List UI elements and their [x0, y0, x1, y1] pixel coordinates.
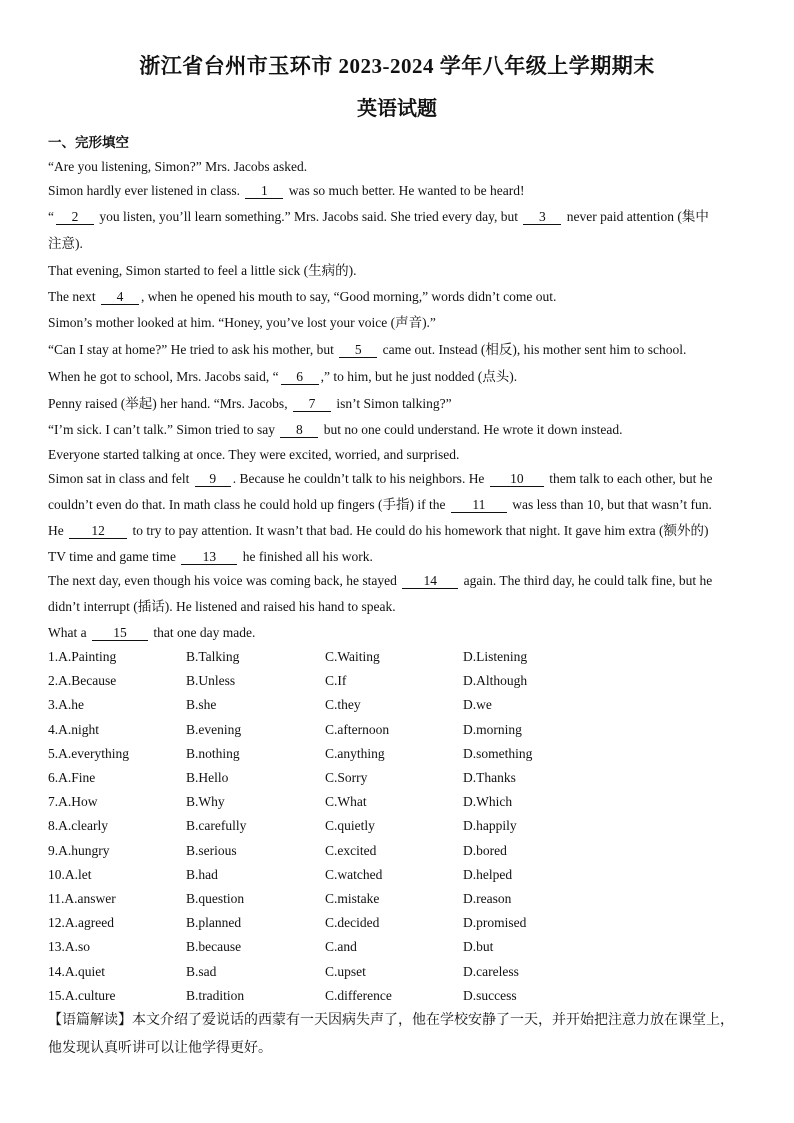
- option-8-A: 8.A.clearly: [48, 818, 108, 834]
- passage-line: Simon hardly ever listened in class. 1 was so much better. He wanted to be heard!: [48, 183, 525, 198]
- option-14-B: B.sad: [186, 963, 217, 979]
- passage-line: couldn’t even do that. In math class he could hold up fingers (手指) if the 11 was less than 10, but that wasn’t fun.: [48, 497, 712, 512]
- option-11-A: 11.A.answer: [48, 891, 116, 906]
- option-3-D: D.we: [463, 697, 492, 713]
- option-1-A: 1.A.Painting: [48, 649, 117, 664]
- option-2-D: D.Although: [463, 673, 528, 689]
- option-9-C: C.excited: [325, 842, 377, 858]
- option-10-C: C.watched: [325, 866, 383, 882]
- passage-line: TV time and game time 13 he finished all his work.: [48, 549, 373, 564]
- passage-line: Everyone started talking at once. They were excited, worried, and surprised.: [48, 447, 460, 462]
- option-12-D: D.promised: [463, 915, 527, 931]
- option-11-D: D.reason: [463, 891, 512, 906]
- option-12-C: C.decided: [325, 915, 380, 931]
- blank-4: 4: [101, 289, 139, 305]
- option-7-A: 7.A.How: [48, 794, 98, 810]
- option-6-A: 6.A.Fine: [48, 770, 96, 785]
- blank-6: 6: [281, 369, 319, 385]
- blank-15: 15: [92, 625, 148, 641]
- blank-2: 2: [56, 209, 94, 225]
- option-12-A: 12.A.agreed: [48, 915, 114, 931]
- blank-14: 14: [402, 573, 458, 589]
- passage-line: The next day, even though his voice was coming back, he stayed 14 again. The third day, he could talk fine, but he: [48, 573, 713, 588]
- option-10-A: 10.A.let: [48, 866, 92, 882]
- option-13-A: 13.A.so: [48, 939, 91, 955]
- option-7-C: C.What: [325, 794, 367, 810]
- option-9-D: D.bored: [463, 842, 507, 858]
- passage-line: What a 15 that one day made.: [48, 625, 256, 640]
- option-11-B: B.question: [186, 891, 245, 906]
- option-1-C: C.Waiting: [325, 649, 380, 664]
- option-8-D: D.happily: [463, 818, 517, 834]
- passage-line: The next 4 , when he opened his mouth to say, “Good morning,” words didn’t come out.: [48, 289, 557, 304]
- option-13-C: C.and: [325, 939, 357, 955]
- passage-analysis: 【语篇解读】本文介绍了爱说话的西蒙有一天因病失声了，他在学校安静了一天，并开始把注意力放在课堂上，: [48, 1013, 734, 1028]
- blank-12: 12: [69, 523, 127, 539]
- option-1-D: D.Listening: [463, 649, 528, 664]
- option-13-B: B.because: [186, 939, 242, 955]
- option-6-C: C.Sorry: [325, 770, 368, 785]
- passage-line: When he got to school, Mrs. Jacobs said, “ 6 ,” to him, but he just nodded (点头).: [48, 369, 518, 384]
- passage-line: He 12 to try to pay attention. It wasn’t that bad. He could do his homework that night. It gave him extra (额外的): [48, 523, 709, 538]
- blank-7: 7: [293, 396, 331, 412]
- option-15-A: 15.A.culture: [48, 987, 116, 1003]
- exam-title: 浙江省台州市玉环市 2023-2024 学年八年级上学期期末: [139, 54, 655, 78]
- passage-line: “I’m sick. I can’t talk.” Simon tried to say 8 but no one could understand. He wrote it down instead.: [48, 422, 623, 437]
- option-2-B: B.Unless: [186, 673, 236, 689]
- option-6-B: B.Hello: [186, 770, 229, 785]
- option-5-A: 5.A.everything: [48, 745, 129, 761]
- option-8-C: C.quietly: [325, 818, 375, 834]
- section-title: 一、完形填空: [48, 135, 129, 150]
- option-10-B: B.had: [186, 866, 218, 882]
- passage-line: Simon’s mother looked at him. “Honey, you’ve lost your voice (声音).”: [48, 315, 436, 330]
- option-2-C: C.If: [325, 673, 347, 689]
- blank-1: 1: [245, 183, 283, 199]
- option-5-C: C.anything: [325, 745, 385, 761]
- option-9-B: B.serious: [186, 842, 237, 858]
- option-3-B: B.she: [186, 697, 217, 713]
- option-5-B: B.nothing: [186, 745, 240, 761]
- passage-line: “ 2 you listen, you’ll learn something.” Mrs. Jacobs said. She tried every day, but 3 never paid attention (集中: [48, 209, 709, 224]
- option-7-B: B.Why: [186, 794, 225, 810]
- passage-line: 注意).: [48, 236, 83, 251]
- option-1-B: B.Talking: [186, 649, 240, 664]
- option-13-D: D.but: [463, 939, 494, 955]
- option-14-A: 14.A.quiet: [48, 963, 105, 979]
- option-15-C: C.difference: [325, 987, 392, 1003]
- passage-line: didn’t interrupt (插话). He listened and raised his hand to speak.: [48, 599, 396, 614]
- option-5-D: D.something: [463, 745, 533, 761]
- passage-line: “Are you listening, Simon?” Mrs. Jacobs asked.: [48, 159, 308, 174]
- blank-11: 11: [451, 497, 507, 513]
- option-15-B: B.tradition: [186, 987, 245, 1003]
- option-4-A: 4.A.night: [48, 721, 100, 737]
- option-3-C: C.they: [325, 697, 361, 713]
- blank-8: 8: [280, 422, 318, 438]
- passage-line: That evening, Simon started to feel a little sick (生病的).: [48, 263, 357, 278]
- passage-line: Simon sat in class and felt 9 . Because he couldn’t talk to his neighbors. He 10 them talk to each other, but he: [48, 471, 713, 486]
- option-6-D: D.Thanks: [463, 770, 516, 785]
- blank-9: 9: [195, 471, 231, 487]
- passage-line: Penny raised (举起) her hand. “Mrs. Jacobs, 7 isn’t Simon talking?”: [48, 396, 452, 411]
- blank-5: 5: [339, 342, 377, 358]
- option-3-A: 3.A.he: [48, 697, 84, 713]
- exam-subtitle: 英语试题: [357, 98, 437, 120]
- option-2-A: 2.A.Because: [48, 673, 117, 689]
- blank-13: 13: [181, 549, 237, 565]
- passage-line: “Can I stay at home?” He tried to ask his mother, but 5 came out. Instead (相反), his mother sent him to school.: [48, 342, 687, 357]
- blank-10: 10: [490, 471, 544, 487]
- option-4-B: B.evening: [186, 721, 242, 737]
- option-12-B: B.planned: [186, 915, 242, 931]
- option-4-D: D.morning: [463, 721, 522, 737]
- option-8-B: B.carefully: [186, 818, 247, 834]
- option-10-D: D.helped: [463, 866, 513, 882]
- option-9-A: 9.A.hungry: [48, 842, 110, 858]
- option-11-C: C.mistake: [325, 891, 380, 906]
- blank-3: 3: [523, 209, 561, 225]
- option-7-D: D.Which: [463, 794, 513, 810]
- option-14-D: D.careless: [463, 963, 519, 979]
- option-4-C: C.afternoon: [325, 721, 390, 737]
- option-14-C: C.upset: [325, 963, 366, 979]
- passage-analysis-cont: 他发现认真听讲可以让他学得更好。: [48, 1041, 272, 1056]
- option-15-D: D.success: [463, 987, 517, 1003]
